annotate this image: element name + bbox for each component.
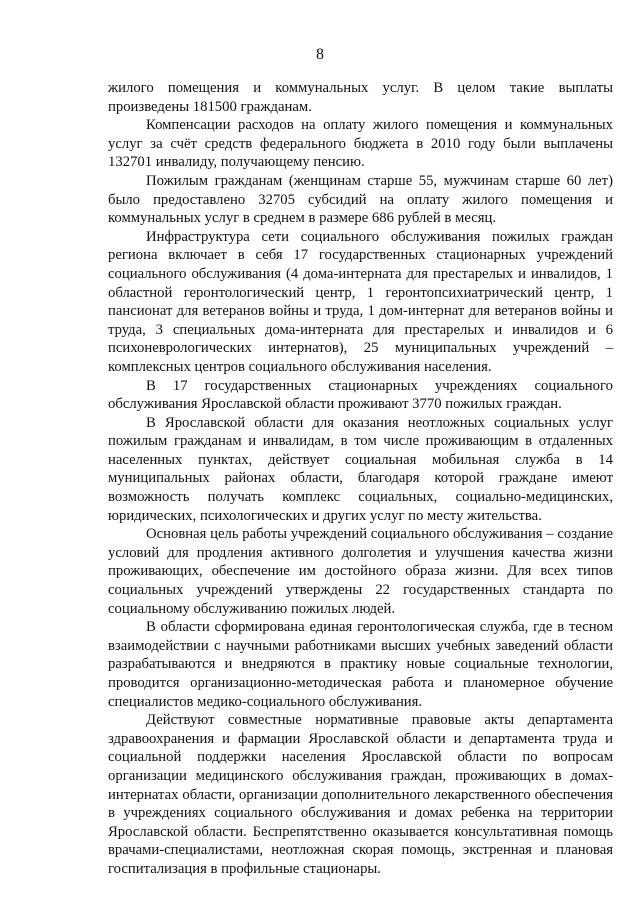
paragraph-8: В области сформирована единая геронтологическая служба, где в тесном взаимодействии с научными работниками высших учебных заведений области разрабатываются и внедряются в практику новые социальные технологии, проводится организационно-методическая работа и планомерное обучение специалистов медико-социального обслуживания.: [108, 619, 613, 710]
paragraph-1: жилого помещения и коммунальных услуг. В целом такие выплаты произведены 181500 гражданам.: [108, 80, 613, 115]
document-body: [108, 79, 613, 879]
paragraph-2: Компенсации расходов на оплату жилого помещения и коммунальных услуг за счёт средств федерального бюджета в 2010 году были выплачены 132701 инвалиду, получающему пенсию.: [108, 117, 613, 171]
paragraph-9: Действуют совместные нормативные правовые акты департамента здравоохранения и фармации Ярославской области и департамента труда и социальной поддержки населения Ярославской области по вопросам организации медицинского обслуживания граждан, проживающих в домах-интернатах области, организации дополнительного лекарственного обеспечения в учреждениях социального обслуживания и домах ребенка на территории Ярославской области. Беспрепятственно оказывается консультативная помощь врачами-специалистами, неотложная скорая помощь, экстренная и плановая госпитализация в профильные стационары.: [108, 712, 613, 877]
page-number: 8: [316, 46, 324, 63]
paragraph-4: Инфраструктура сети социального обслуживания пожилых граждан региона включает в себя 17 государственных стационарных учреждений социального обслуживания (4 дома-интерната для престарелых и инвалидов, 1 областной геронтологический центр, 1 геронтопсихиатрический центр, 1 пансионат для ветеранов войны и труда, 1 дом-интернат для ветеранов войны и труда, 3 специальных дома-интерната для престарелых и инвалидов и 6 психоневрологических интернатов), 25 муниципальных учреждений – комплексных центров социального обслуживания населения.: [108, 228, 613, 375]
paragraph-7: Основная цель работы учреждений социального обслуживания – создание условий для продления активного долголетия и улучшения качества жизни проживающих, обеспечение им достойного образа жизни. Для всех типов социальных учреждений утверждены 22 государственных стандарта по социальному обслуживанию пожилых людей.: [108, 526, 613, 617]
paragraph-3: Пожилым гражданам (женщинам старше 55, мужчинам старше 60 лет) было предоставлено 32705 субсидий на оплату жилого помещения и коммунальных услуг в среднем в размере 686 рублей в месяц.: [108, 172, 613, 227]
paragraph-5: В 17 государственных стационарных учреждениях социального обслуживания Ярославской области проживают 3770 пожилых граждан.: [108, 377, 613, 413]
paragraph-6: В Ярославской области для оказания неотложных социальных услуг пожилым гражданам и инвалидам, в том числе проживающим в отдаленных населенных пунктах, действует социальная мобильная служба в 14 муниципальных районах области, благодаря которой граждане имеют возможность получать комплекс социальных, социально-медицинских, юридических, психологических и других услуг по месту жительства.: [108, 414, 613, 524]
